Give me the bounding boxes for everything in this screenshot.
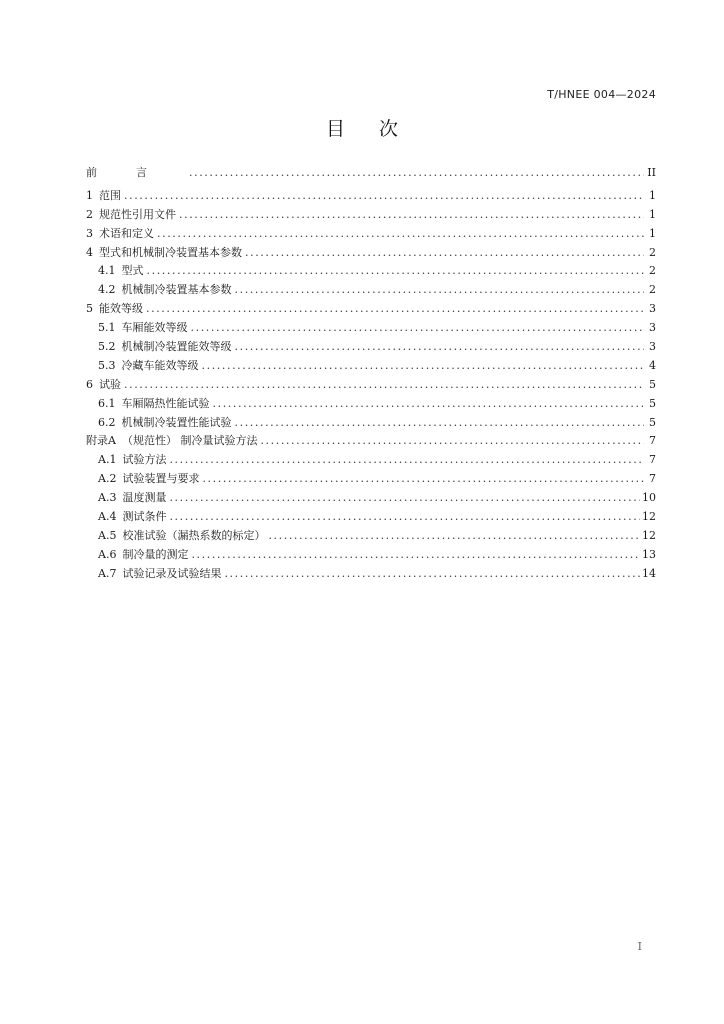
toc-entry-page: 1: [649, 226, 656, 240]
toc-entry[interactable]: [86, 357, 656, 376]
toc-entry-page: 12: [642, 528, 656, 542]
toc-entry[interactable]: [86, 300, 656, 319]
toc-entry-label: 能效等级: [99, 302, 143, 316]
toc-entry-number: 6.1: [98, 396, 116, 410]
toc-leader-dots: [213, 395, 645, 414]
toc-entry-number: 5: [86, 302, 93, 316]
page-number: I: [637, 940, 642, 953]
toc-leader-dots: [202, 357, 645, 376]
toc-entry-page: 7: [649, 453, 656, 467]
toc-entry-label: 试验方法: [122, 453, 167, 467]
toc-entry-page: 3: [649, 340, 656, 354]
toc-entry[interactable]: [86, 489, 656, 508]
toc-entry-label: 范围: [99, 188, 121, 202]
toc-entry-label: 制冷量的测定: [122, 547, 189, 561]
toc-entry-number: 6: [86, 377, 93, 391]
toc-entry[interactable]: [86, 338, 656, 357]
toc-leader-dots: [235, 281, 645, 300]
toc-entry-number: A.1: [98, 453, 117, 467]
toc-leader-dots: [191, 319, 645, 338]
toc-entry-page: 5: [649, 415, 656, 429]
toc-entry-page: 7: [649, 472, 656, 486]
toc-entry[interactable]: [86, 414, 656, 433]
toc-entry-number: 2: [86, 207, 93, 221]
toc-entry-label: 机械制冷装置能效等级: [121, 340, 232, 354]
toc-entry[interactable]: [86, 527, 656, 546]
toc-entry-number: 4: [86, 245, 93, 259]
toc-entry-number: 5.3: [98, 358, 116, 372]
toc-entry[interactable]: [86, 187, 656, 206]
toc-entry[interactable]: [86, 470, 656, 489]
toc-entry-number: A.2: [98, 472, 117, 486]
toc-entry[interactable]: [86, 206, 656, 225]
toc-leader-dots: [260, 432, 644, 451]
toc-entry[interactable]: [86, 432, 656, 451]
toc-entry[interactable]: [86, 262, 656, 281]
document-code: T/HNEE 004—2024: [547, 88, 656, 101]
toc-entry-number: 4.2: [98, 283, 116, 297]
toc-entry[interactable]: [86, 546, 656, 565]
toc-entry-label: 术语和定义: [99, 226, 154, 240]
toc-entry-number: 5.2: [98, 340, 116, 354]
toc-title: 目次: [325, 118, 432, 140]
toc-entry-label: 型式: [121, 264, 144, 278]
toc-entry-page: 10: [642, 491, 656, 505]
toc-entry-page: II: [647, 166, 656, 179]
toc-entry-page: 2: [649, 245, 656, 259]
toc-entry-number: 4.1: [98, 264, 116, 278]
toc-entry-label: 试验记录及试验结果: [122, 566, 222, 580]
toc-leader-dots: [202, 470, 644, 489]
toc-entry-label: 机械制冷装置基本参数: [121, 283, 232, 297]
toc-entry[interactable]: [86, 225, 656, 244]
toc-entry-label: 温度测量: [122, 491, 167, 505]
toc-entry[interactable]: [86, 164, 656, 183]
toc-entry-page: 14: [642, 566, 656, 580]
toc-leader-dots: [169, 451, 644, 470]
toc-leader-dots: [179, 206, 644, 225]
toc-entry-page: 13: [642, 547, 656, 561]
toc-entry-label: 冷藏车能效等级: [121, 358, 199, 372]
toc-leader-dots: [147, 262, 645, 281]
toc-entry-page: 2: [649, 264, 656, 278]
toc-entry-label: 试验装置与要求: [122, 472, 200, 486]
toc-entry-page: 3: [649, 302, 656, 316]
toc-entry-number: 5.1: [98, 321, 116, 335]
toc-entry-label: 前言: [86, 166, 186, 179]
table-of-contents: [86, 164, 656, 584]
toc-leader-dots: [235, 414, 645, 433]
toc-leader-dots: [245, 244, 644, 263]
toc-entry-label: 机械制冷装置性能试验: [121, 415, 232, 429]
toc-entry-label: 车厢能效等级: [121, 321, 188, 335]
toc-leader-dots: [224, 565, 640, 584]
toc-leader-dots: [124, 187, 644, 206]
toc-entry-label: 测试条件: [122, 510, 167, 524]
toc-entry-label: （规范性） 制冷量试验方法: [121, 434, 258, 448]
toc-leader-dots: [235, 338, 645, 357]
toc-entry[interactable]: [86, 451, 656, 470]
toc-entry-page: 2: [649, 283, 656, 297]
toc-leader-dots: [189, 164, 644, 183]
toc-entry-number: 6.2: [98, 415, 116, 429]
toc-entry[interactable]: [86, 395, 656, 414]
toc-entry-label: 校准试验（漏热系数的标定）: [122, 528, 266, 542]
toc-entry-number: 1: [86, 188, 93, 202]
toc-entry[interactable]: [86, 508, 656, 527]
toc-leader-dots: [191, 546, 640, 565]
toc-entry-page: 3: [649, 321, 656, 335]
toc-entry-page: 1: [649, 207, 656, 221]
toc-entry-number: A.5: [98, 528, 117, 542]
toc-entry-page: 5: [649, 396, 656, 410]
toc-entry-page: 12: [642, 510, 656, 524]
toc-entry-number: A.3: [98, 491, 117, 505]
toc-entry[interactable]: [86, 565, 656, 584]
toc-entry[interactable]: [86, 319, 656, 338]
toc-entry-page: 7: [649, 434, 656, 448]
toc-entry-number: 附录A: [86, 434, 116, 448]
toc-entry-number: A.6: [98, 547, 117, 561]
toc-entry-number: A.4: [98, 510, 117, 524]
toc-entry-label: 车厢隔热性能试验: [121, 396, 210, 410]
toc-entry[interactable]: [86, 281, 656, 300]
toc-leader-dots: [157, 225, 644, 244]
toc-entry-label: 型式和机械制冷装置基本参数: [99, 245, 242, 259]
toc-entry-label: 规范性引用文件: [99, 207, 176, 221]
toc-entry-page: 4: [649, 358, 656, 372]
toc-entry[interactable]: [86, 244, 656, 263]
toc-entry-page: 5: [649, 377, 656, 391]
toc-entry[interactable]: [86, 376, 656, 395]
toc-entry-label: 试验: [99, 377, 121, 391]
toc-entry-number: 3: [86, 226, 93, 240]
toc-entry-page: 1: [649, 188, 656, 202]
toc-leader-dots: [124, 376, 644, 395]
toc-leader-dots: [169, 508, 640, 527]
toc-leader-dots: [146, 300, 644, 319]
toc-leader-dots: [268, 527, 640, 546]
toc-entry-number: A.7: [98, 566, 117, 580]
toc-leader-dots: [169, 489, 640, 508]
